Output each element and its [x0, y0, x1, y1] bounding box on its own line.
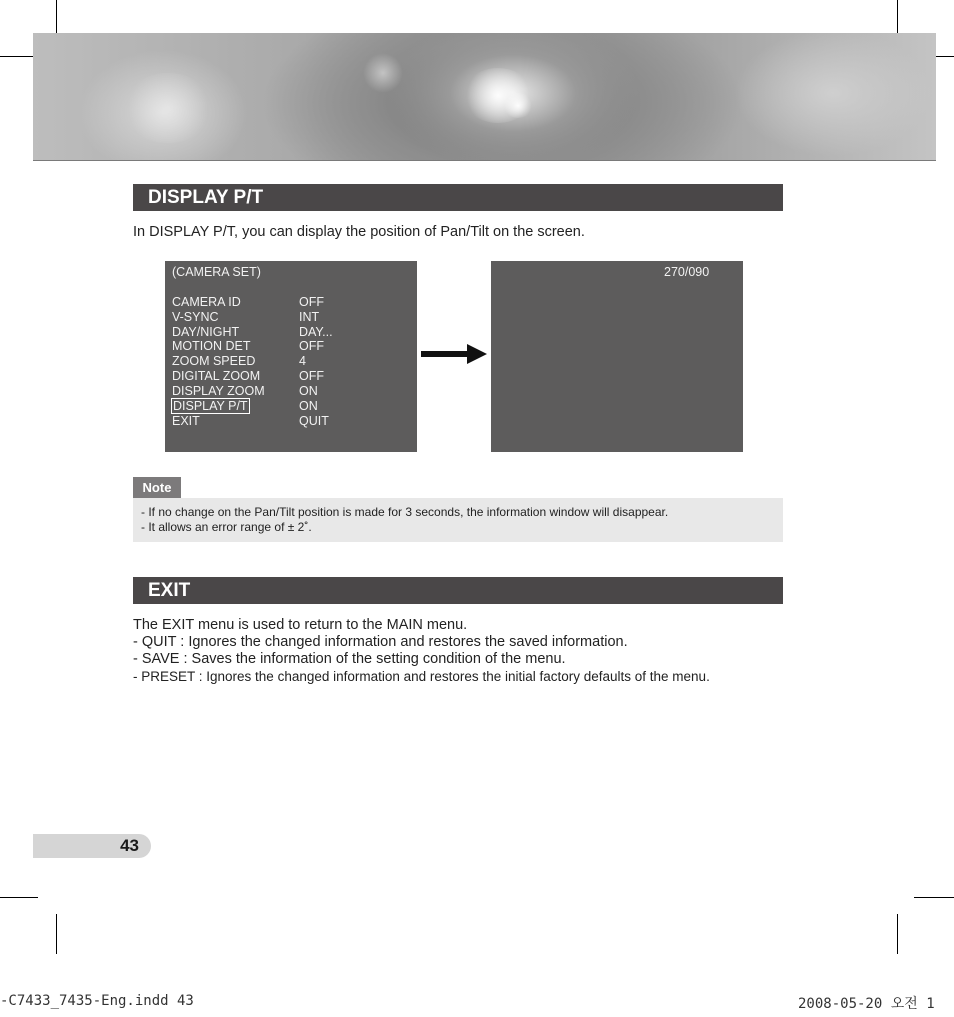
arrow-right-icon [421, 342, 487, 366]
footer-date-info: 2008-05-20 오전 1 [798, 996, 935, 1012]
osd-menu-item [165, 339, 417, 354]
note-box [133, 498, 783, 542]
osd-item-label: DAY/NIGHT [172, 325, 240, 339]
osd-menu-item [165, 369, 417, 384]
osd-header-label: (CAMERA SET) [172, 265, 261, 279]
osd-item-value: OFF [299, 339, 324, 353]
osd-item-value: ON [299, 399, 318, 413]
exit-text [133, 617, 710, 685]
crop-mark [897, 914, 898, 954]
osd-item-label: DISPLAY ZOOM [172, 384, 265, 398]
osd-item-value: ON [299, 384, 318, 398]
page-number: 43 [120, 836, 139, 855]
osd-menu-item [165, 414, 417, 429]
osd-menu-item-selected [165, 399, 417, 414]
osd-menu-screen [165, 261, 417, 452]
osd-item-value: INT [299, 310, 320, 324]
osd-item-value: OFF [299, 295, 324, 309]
osd-item-value: QUIT [299, 414, 329, 428]
osd-selection-cursor: DISPLAY P/T [173, 399, 248, 413]
header-banner-image [33, 33, 936, 161]
exit-line: The EXIT menu is used to return to the MAIN menu. [133, 617, 468, 633]
osd-item-value: DAY... [299, 325, 333, 339]
page-number-pill [33, 834, 151, 858]
osd-item-value: 4 [299, 354, 306, 368]
osd-menu-item [165, 310, 417, 325]
osd-item-label: CAMERA ID [172, 295, 241, 309]
osd-item-label: V-SYNC [172, 310, 219, 324]
exit-line: - PRESET : Ignores the changed information and restores the initial factory defaults of the menu. [133, 669, 710, 684]
crop-mark [56, 914, 57, 954]
note-line: - If no change on the Pan/Tilt position is made for 3 seconds, the information window will disappear. [141, 505, 669, 519]
note-tab: Note [133, 477, 181, 498]
section-title-exit: EXIT [133, 577, 783, 604]
osd-item-label: EXIT [172, 414, 200, 428]
osd-item-label: DIGITAL ZOOM [172, 369, 261, 383]
crop-mark [914, 897, 954, 898]
osd-item-value: OFF [299, 369, 324, 383]
display-pt-intro: In DISPLAY P/T, you can display the position of Pan/Tilt on the screen. [133, 224, 585, 240]
osd-item-label: MOTION DET [172, 339, 251, 353]
exit-line: - SAVE : Saves the information of the setting condition of the menu. [133, 651, 566, 667]
pan-tilt-readout: 270/090 [664, 265, 710, 279]
osd-menu-item [165, 354, 417, 369]
osd-result-screen [491, 261, 743, 452]
crop-mark [0, 897, 38, 898]
osd-item-label: ZOOM SPEED [172, 354, 256, 368]
footer-file-info: -C7433_7435-Eng.indd 43 [0, 993, 194, 1009]
exit-line: - QUIT : Ignores the changed information and restores the saved information. [133, 634, 628, 650]
note-line: - It allows an error range of ± 2˚. [141, 520, 312, 534]
section-title-display-pt: DISPLAY P/T [133, 184, 783, 211]
osd-menu-item [165, 295, 417, 310]
osd-menu-item [165, 325, 417, 340]
osd-header [165, 265, 417, 280]
osd-menu-item [165, 384, 417, 399]
osd-item-label [172, 399, 250, 414]
